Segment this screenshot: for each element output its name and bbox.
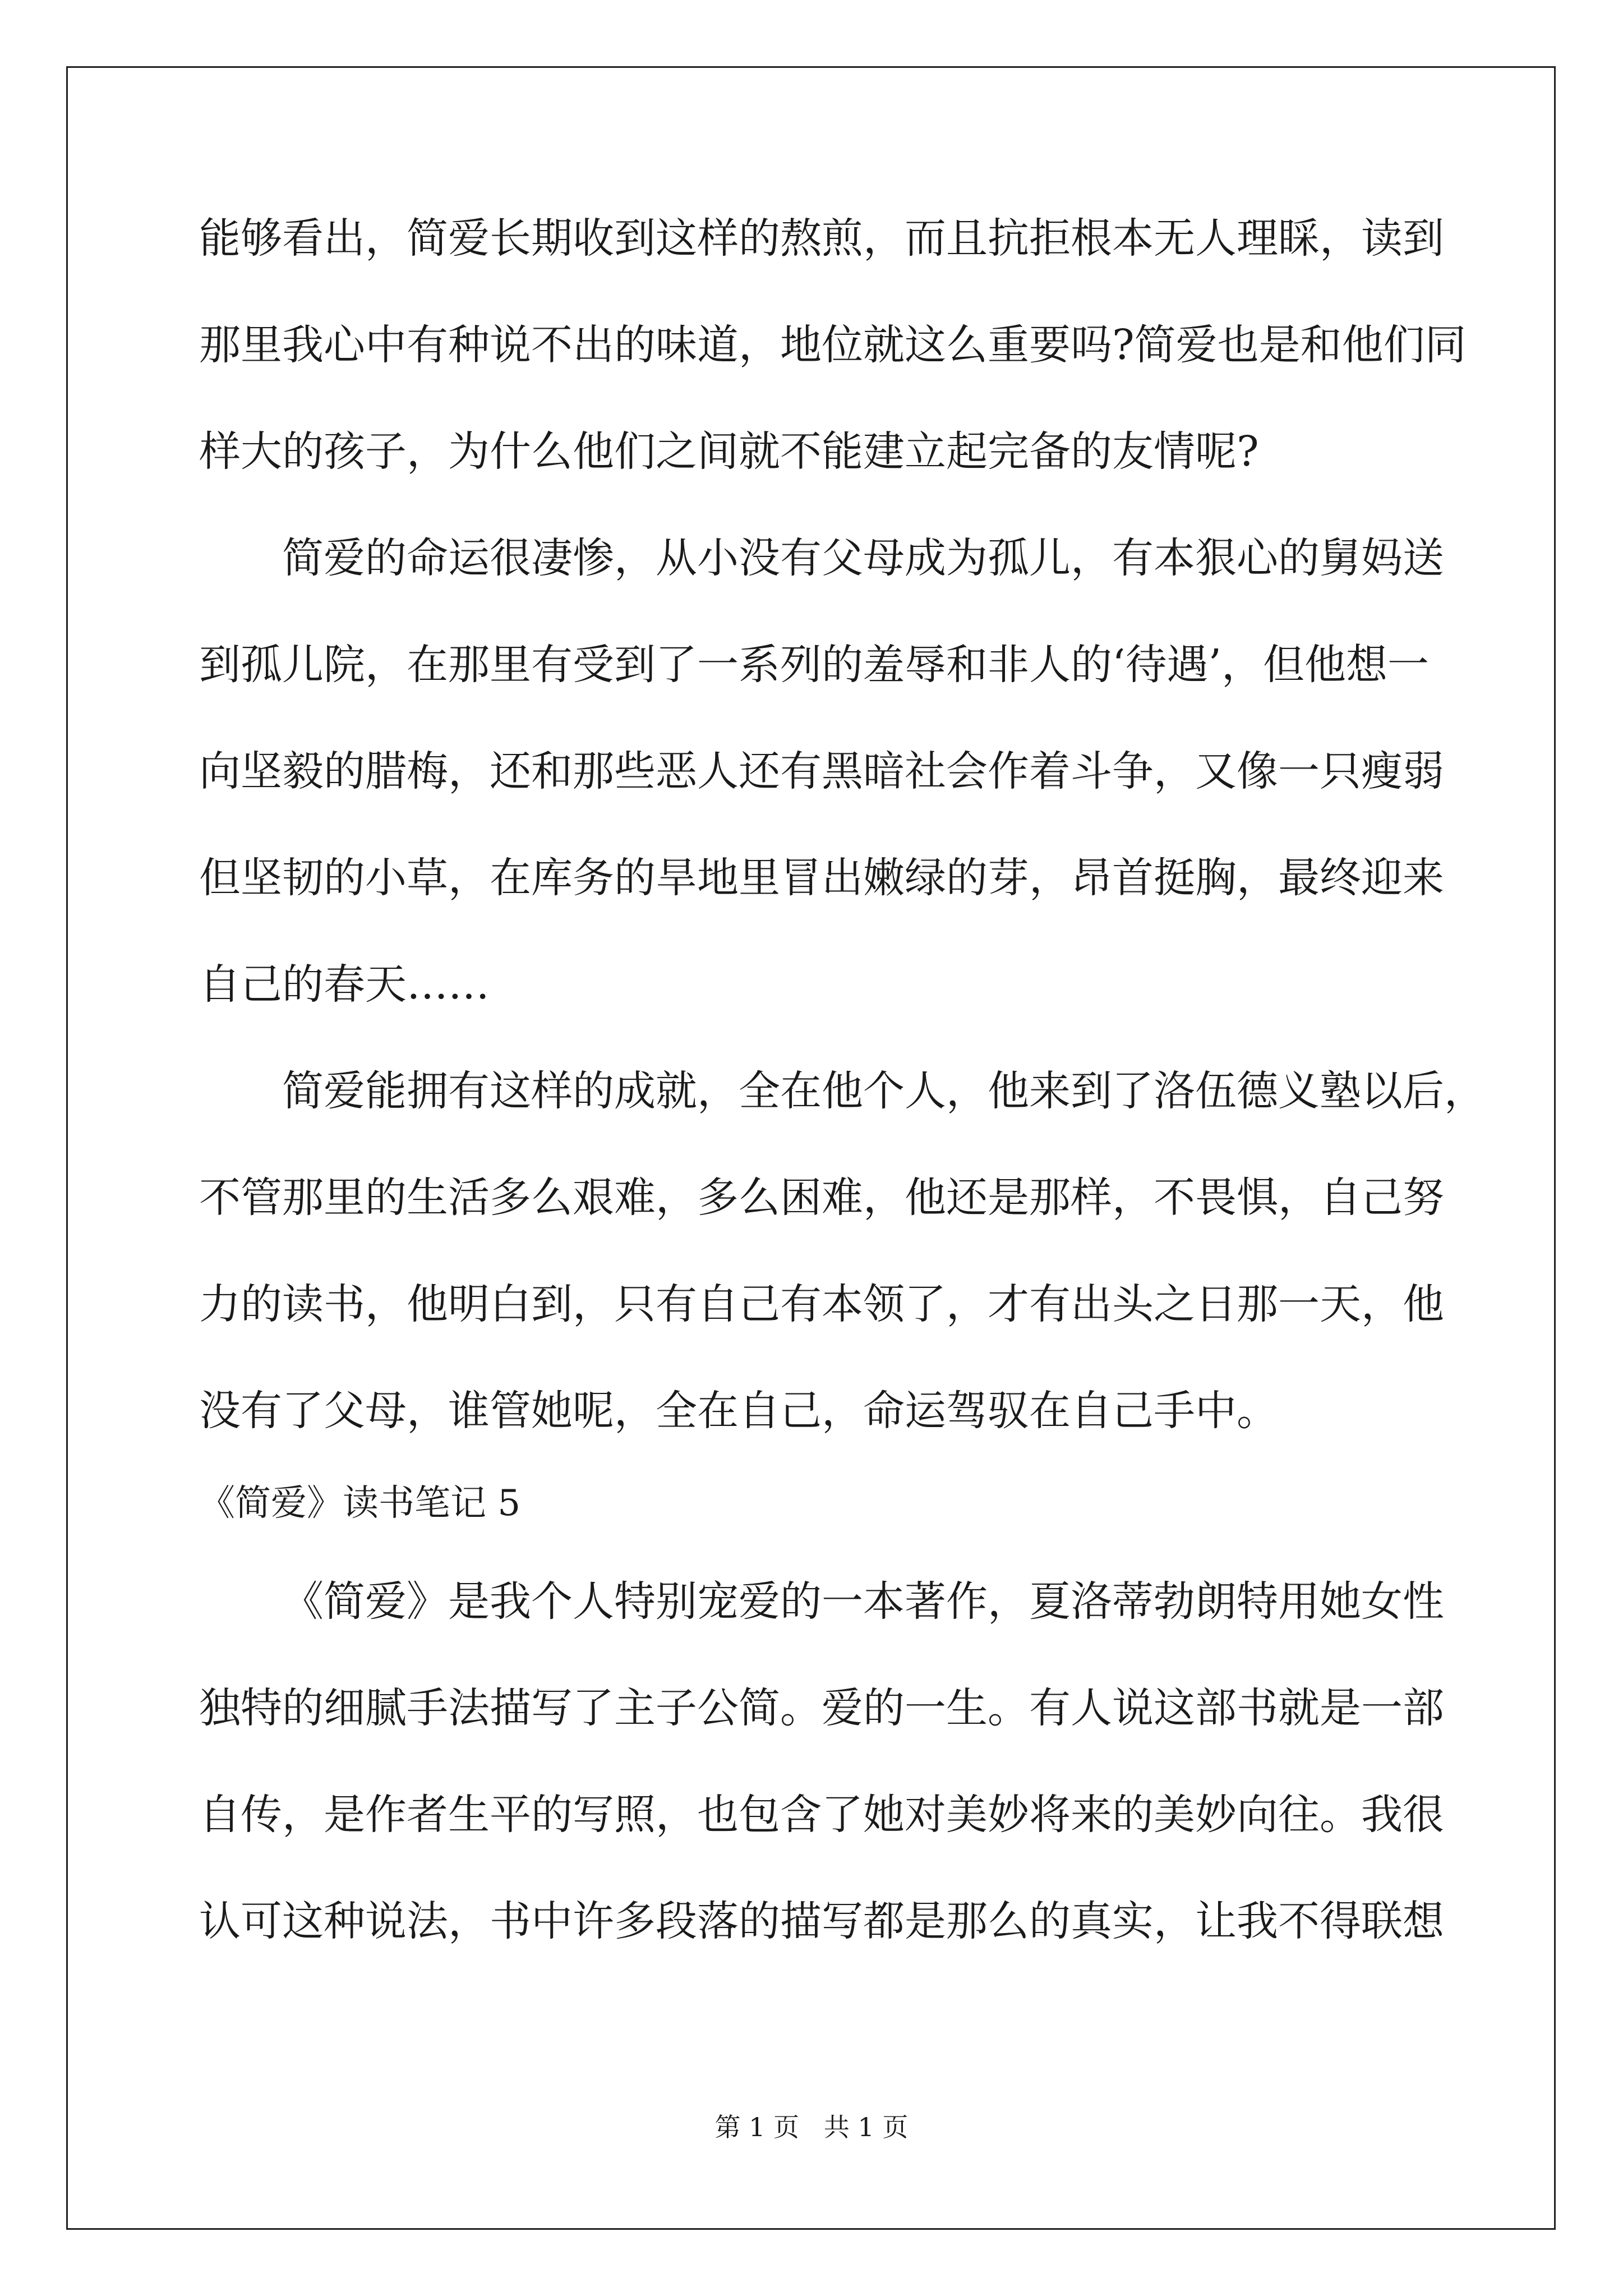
text-line: 独特的细腻手法描写了主子公简。爱的一生。有人说这部书就是一部 (199, 1684, 1444, 1732)
text-line: 不管那里的生活多么艰难，多么困难，他还是那样，不畏惧，自己努 (199, 1174, 1444, 1222)
text-line: 简爱的命运很凄惨，从小没有父母成为孤儿，有本狠心的舅妈送 (282, 534, 1444, 582)
text-line: 自己的春天…… (199, 960, 490, 1009)
text-line: 向坚毅的腊梅，还和那些恶人还有黑暗社会作着斗争，又像一只瘦弱 (199, 747, 1444, 795)
text-line: 样大的孩子，为什么他们之间就不能建立起完备的友情呢? (199, 427, 1259, 476)
text-line: 自传，是作者生平的写照，也包含了她对美妙将来的美妙向往。我很 (199, 1791, 1444, 1839)
text-line: 能够看出，简爱长期收到这样的熬煎，而且抗拒根本无人理睬，读到 (199, 214, 1444, 263)
text-line: 到孤儿院，在那里有受到了一系列的羞辱和非人的‘待遇’，但他想一 (199, 641, 1430, 689)
section-heading: 《简爱》读书笔记 5 (199, 1483, 521, 1524)
text-line: 《简爱》是我个人特别宠爱的一本著作，夏洛蒂勃朗特用她女性 (282, 1577, 1444, 1626)
text-line: 简爱能拥有这样的成就，全在他个人，他来到了洛伍德义塾以后， (282, 1067, 1486, 1115)
text-line: 力的读书，他明白到，只有自己有本领了，才有出头之日那一天，他 (199, 1280, 1444, 1328)
text-line: 那里我心中有种说不出的味道，地位就这么重要吗?简爱也是和他们同 (199, 321, 1467, 369)
text-line: 认可这种说法，书中许多段落的描写都是那么的真实，让我不得联想 (199, 1897, 1444, 1945)
text-line: 但坚韧的小草，在库务的旱地里冒出嫩绿的芽，昂首挺胸，最终迎来 (199, 854, 1444, 902)
page-footer: 第 1 页 共 1 页 (714, 2112, 909, 2142)
text-line: 没有了父母，谁管她呢，全在自己，命运驾驭在自己手中。 (199, 1387, 1278, 1435)
